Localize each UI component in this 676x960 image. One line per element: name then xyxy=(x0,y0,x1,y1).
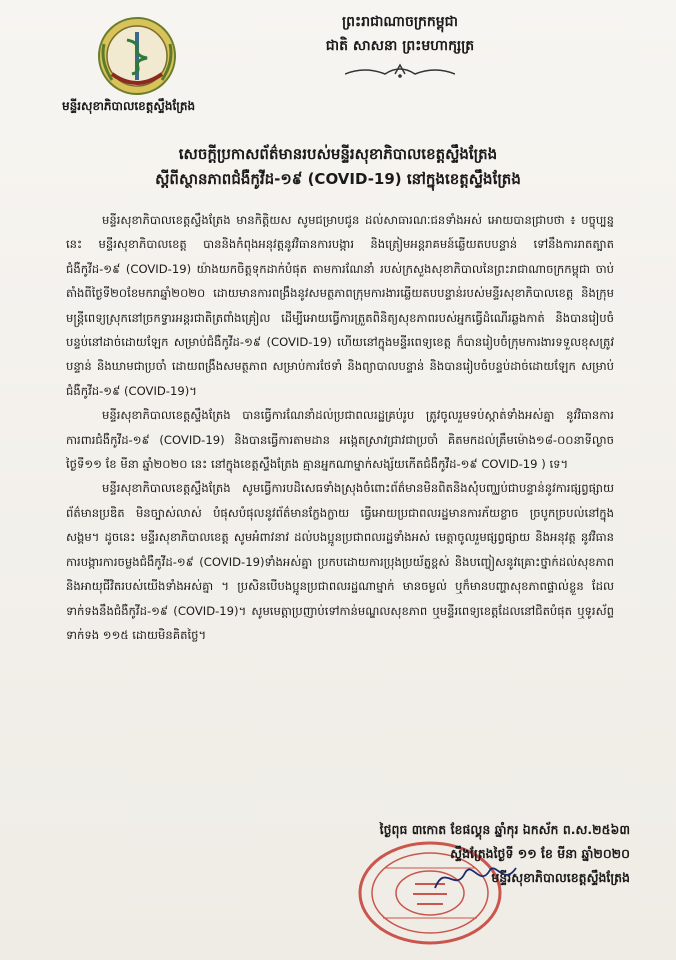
national-motto: ជាតិ សាសនា ព្រះមហាក្សត្រ xyxy=(325,38,475,54)
ornament-divider-icon xyxy=(345,62,455,80)
paragraph-1: មន្ទីរសុខាភិបាលខេត្តស្ទឹងត្រែង មានកិត្តិយស សូមជម្រាបជូន ដល់សាធារណៈជនទាំងអស់ អោយបានជ្រាបថា ៖ បច្ចុប្បន្ននេះ មន្ទីរសុខាភិបាលខេត្ត បាននិងកំពុងអនុវត្តនូវវិធានការបង្ការ និងត្រៀមអន្តរាគមន៍ឆ្លើយតបបន្ទាន់ ទៅនឹងការរាតត្បាតជំងឺកូវីដ-១៩ (COVID-19) យ៉ាងយកចិត្តទុកដាក់បំផុត តាមការណែនាំ របស់ក្រសួងសុខាភិបាលនៃព្រះរាជាណាចក្រកម្ពុជា ចាប់តាំងពីថ្ងៃទី២០ខែមករាឆ្នាំ២០២០ ដោយមានការពង្រឹងនូវសមត្ថភាពក្រុមការងារឆ្លើយតបបន្ទាន់របស់មន្ទីរសុខាភិបាលខេត្ត និងក្រុមមន្ត្រីពេទ្យស្រុកនៅច្រកទ្វារអន្តរជាតិត្រពាំងគ្រៀល ដើម្បីអោយធ្វើការត្រួតពិនិត្យសុខភាពរបស់អ្នកធ្វើដំណើរឆ្លងកាត់ និងបានរៀបចំបន្ទប់នៅដាច់ដោយឡែក សម្រាប់ជំងឺកូវីដ-១៩ (COVID-19) ហើយនៅក្នុងមន្ទីរពេទ្យខេត្ត ក៏បានរៀបចំក្រុមការងារទទួលខុសត្រូវបន្ទាន់ និងឃាមជាប្រចាំ ដោយពង្រឹងសមត្ថភាព សម្រាប់ការថែទាំ និងព្យាបាលបន្ទាន់ និងបានរៀបចំបន្ទប់ដាច់ដោយឡែក សម្រាប់ជំងឺកូវីដ-១៩ (COVID-19)។ xyxy=(66,213,614,398)
kingdom-header: ព្រះរាជាណាចក្រកម្ពុជា xyxy=(341,14,458,30)
health-department-emblem-icon xyxy=(92,14,182,98)
announcement-body xyxy=(66,208,614,647)
handwritten-signature-icon xyxy=(430,858,520,898)
place-and-date: ស្ទឹងត្រែងថ្ងៃទី ១១ ខែ មីនា ឆ្នាំ២០២០ xyxy=(450,846,630,861)
ministry-name: មន្ទីរសុខាភិបាលខេត្តស្ទឹងត្រែង xyxy=(62,99,196,113)
announcement-subtitle: ស្តីពីស្ថានភាពជំងឺកូវីដ-១៩ (COVID-19) នៅក្នុងខេត្តស្ទឹងត្រែង xyxy=(155,170,521,188)
paragraph-3: មន្ទីរសុខាភិបាលខេត្តស្ទឹងត្រែង សូមធ្វើការបដិសេធទាំងស្រុងចំពោះព័ត៌មានមិនពិតនិងសុំបញ្ឈប់ជាបន្ទាន់នូវការផ្សព្វផ្សាយព័ត៌មានប្រឌិត មិនច្បាស់លាស់ បំផុសបំផុលនូវព័ត៌មានក្លែងក្លាយ ធ្វើអោយប្រជាពលរដ្ឋមានការភ័យខ្លាច ច្របូកច្របល់នៅក្នុងសង្គម។ ដូចនេះ មន្ទីរសុខាភិបាលខេត្ត សូមអំពាវនាវ ដល់បងប្អូនប្រជាពលរដ្ឋទាំងអស់ មេត្តាចូលរួមផ្សព្វផ្សាយ និងអនុវត្ត នូវវិធានការបង្ការការចម្លងជំងឺកូវីដ-១៩ (COVID-19)ទាំងអស់គ្នា ប្រកបដោយការប្រុងប្រយ័ត្នខ្ពស់ និងបញ្ចៀសនូវគ្រោះថ្នាក់ដល់សុខភាព និងអាយុជីវិតរបស់យើងទាំងអស់គ្នា ។ ប្រសិនបើបងប្អូនប្រជាពលរដ្ឋណាម្នាក់ មានចម្ងល់ ឬក៏មានបញ្ហាសុខភាពផ្ទាល់ខ្លួន ដែលទាក់ទងនឹងជំងឺកូវីដ-១៩ (COVID-19)។ សូមមេត្តាប្រញាប់ទៅកាន់មណ្ឌលសុខភាព ឬមន្ទីរពេទ្យខេត្តដែលនៅជិតបំផុត ឬទូរស័ព្ទទាក់ទង ១១៥ ដោយមិនគិតថ្លៃ។ xyxy=(66,481,614,642)
announcement-title: សេចក្តីប្រកាសព័ត៌មានរបស់មន្ទីរសុខាភិបាលខេត្តស្ទឹងត្រែង xyxy=(178,145,498,163)
signatory: មន្ទីរសុខាភិបាលខេត្តស្ទឹងត្រែង xyxy=(491,870,630,885)
lunar-date: ថ្ងៃពុធ ៣កោត ខែផល្គុន ឆ្នាំកុរ ឯកស័ក ព.ស.២៥៦៣ xyxy=(379,822,630,837)
paragraph-2: មន្ទីរសុខាភិបាលខេត្តស្ទឹងត្រែង បានធ្វើការណែនាំដល់ប្រជាពលរដ្ឋគ្រប់រូប ត្រូវចូលរួមទប់ស្កាត់ទាំងអស់គ្នា នូវវិធានការការពារជំងឺកូវីដ-១៩ (COVID-19) និងបានធ្វើការតាមដាន អង្កេតស្រាវជ្រាវជាប្រចាំ គិតមកដល់ត្រឹមម៉ោង១៨-០០នាទីល្ងាចថ្ងៃទី១១ ខែ មីនា ឆ្នាំ២០២០ នេះ នៅក្នុងខេត្តស្ទឹងត្រែង គ្មានអ្នកណាម្នាក់សង្ស័យកើតជំងឺកូវីដ-១៩ COVID-19 ) ទេ។ xyxy=(66,408,614,472)
